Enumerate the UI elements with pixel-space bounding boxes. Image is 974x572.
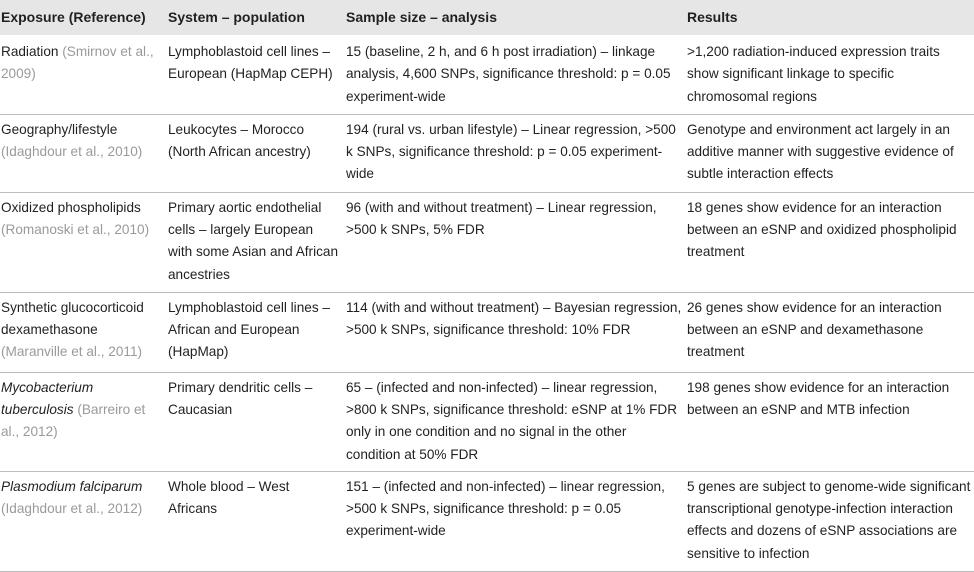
table-row bbox=[0, 471, 974, 571]
table-row bbox=[0, 372, 974, 471]
reference-citation[interactable]: (Romanoski et al., 2010) bbox=[1, 221, 150, 237]
header-sample: Sample size – analysis bbox=[341, 0, 682, 35]
system-cell: Lymphoblastoid cell lines – African and European (HapMap) bbox=[165, 292, 341, 372]
header-results: Results bbox=[682, 0, 974, 35]
reference-citation[interactable]: (Maranville et al., 2011) bbox=[1, 344, 143, 360]
exposure-cell bbox=[0, 292, 165, 372]
sample-cell: 96 (with and without treatment) – Linear regression, >500 k SNPs, 5% FDR bbox=[341, 192, 682, 292]
reference-citation[interactable]: (Barreiro et al., 2012) bbox=[1, 401, 146, 440]
system-cell: Lymphoblastoid cell lines – European (HapMap CEPH) bbox=[168, 44, 333, 82]
sample-cell: 15 (baseline, 2 h, and 6 h post irradiation) – linkage analysis, 4,600 SNPs, significance threshold: p = 0.05 experiment-wide bbox=[346, 44, 671, 104]
results-cell: Genotype and environment act largely in an additive manner with suggestive evidence of subtle interaction effects bbox=[682, 114, 974, 192]
system-cell: Primary aortic endothelial cells – largely European with some Asian and African ancestries bbox=[165, 192, 341, 292]
results-cell: 26 genes show evidence for an interaction between an eSNP and dexamethasone treatment bbox=[682, 292, 974, 372]
results-cell: 5 genes are subject to genome-wide significant transcriptional genotype-infection interaction effects and dozens of eSNP associations are sensitive to infection bbox=[682, 471, 974, 571]
exposure-cell bbox=[0, 114, 165, 192]
reference-citation[interactable]: (Idaghdour et al., 2010) bbox=[1, 143, 143, 159]
system-cell: Whole blood – West Africans bbox=[165, 471, 341, 571]
exposure-cell bbox=[0, 372, 165, 471]
table-row bbox=[0, 192, 974, 292]
exposure-species: Mycobacterium tuberculosis bbox=[1, 379, 94, 417]
header-system: System – population bbox=[165, 0, 341, 35]
table-row bbox=[0, 114, 974, 192]
exposure-cell bbox=[0, 192, 165, 292]
sample-cell: 194 (rural vs. urban lifestyle) – Linear regression, >500 k SNPs, significance threshold: p = 0.05 experiment-wide bbox=[341, 114, 682, 192]
table-row bbox=[0, 35, 974, 114]
system-cell: Leukocytes – Morocco (North African ancestry) bbox=[165, 114, 341, 192]
exposure-name: Radiation bbox=[1, 44, 63, 59]
sample-cell: 114 (with and without treatment) – Bayesian regression, >500 k SNPs, significance threshold: 10% FDR bbox=[341, 292, 682, 372]
results-cell: 18 genes show evidence for an interaction between an eSNP and oxidized phospholipid treatment bbox=[682, 192, 974, 292]
header-row bbox=[0, 0, 974, 35]
system-cell: Primary dendritic cells – Caucasian bbox=[165, 372, 341, 471]
exposure-cell bbox=[0, 35, 165, 114]
exposure-name: Synthetic glucocorticoid dexamethasone bbox=[1, 299, 144, 337]
table-row bbox=[0, 292, 974, 372]
sample-cell: 65 – (infected and non-infected) – linear regression, >800 k SNPs, significance threshold: eSNP at 1% FDR only in one condition and no signal in the other condition at 50% FDR bbox=[341, 372, 682, 471]
exposure-name: Oxidized phospholipids bbox=[1, 199, 141, 215]
exposure-cell bbox=[0, 471, 165, 571]
sample-cell: 151 – (infected and non-infected) – linear regression, >500 k SNPs, significance threshold: p = 0.05 experiment-wide bbox=[341, 471, 682, 571]
reference-citation[interactable]: (Idaghdour et al., 2012) bbox=[1, 500, 143, 516]
results-cell: 198 genes show evidence for an interaction between an eSNP and MTB infection bbox=[682, 372, 974, 471]
header-exposure: Exposure (Reference) bbox=[0, 0, 165, 35]
exposure-name: Geography/lifestyle bbox=[1, 121, 118, 137]
results-cell: >1,200 radiation-induced expression traits show significant linkage to specific chromosomal regions bbox=[687, 44, 940, 104]
exposure-species: Plasmodium falciparum bbox=[1, 478, 143, 494]
reference-citation[interactable]: (Smirnov et al., 2009) bbox=[1, 44, 154, 82]
